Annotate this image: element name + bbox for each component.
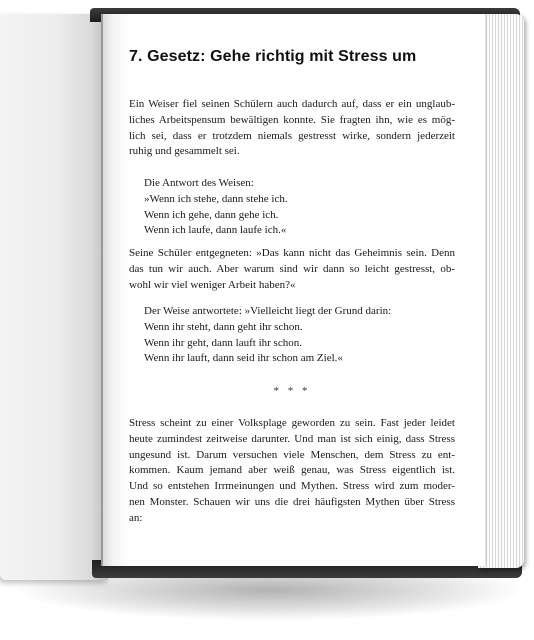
quote-line: Wenn ihr lauft, dann seid ihr schon am Ziel.«	[144, 352, 343, 365]
section-separator: * * *	[273, 385, 311, 397]
left-page-curl	[0, 14, 108, 580]
quote-block-wise-answer	[129, 304, 391, 367]
quote-line: Die Antwort des Weisen:	[144, 177, 254, 189]
text-line: kommen. Kaum jemand aber weiß genau, was Stress eigentlich ist.	[129, 464, 455, 477]
text-line: Ein Weiser fiel seinen Schülern auch dadurch auf, dass er ein unglaub-	[129, 98, 455, 110]
quote-line: Wenn ihr steht, dann geht ihr schon.	[144, 320, 303, 333]
text-line: das tun wir auch. Aber warum sind wir dann so leicht gestresst, ob-	[129, 262, 455, 275]
quote-line: Wenn ich laufe, dann laufe ich.«	[144, 224, 287, 237]
text-line: Seine Schüler entgegneten: »Das kann nicht das Geheimnis sein. Denn	[129, 247, 455, 259]
quote-line: Der Weise antwortete: »Vielleicht liegt der Grund darin:	[144, 305, 392, 317]
text-line: liches Arbeitspensum bewältigen konnte. Sie fragten ihn, wie es mög-	[129, 113, 455, 126]
quote-line: »Wenn ich stehe, dann stehe ich.	[144, 192, 288, 205]
text-line: ruhig und gesammelt sei.	[129, 145, 240, 158]
text-line: ungesund ist. Darum versuchen viele Menschen, dem Stress zu ent-	[129, 448, 455, 461]
text-line: Und so entstehen Irrmeinungen und Mythen. Stress wird zum moder-	[129, 480, 455, 493]
quote-line: Wenn ich gehe, dann gehe ich.	[144, 208, 279, 221]
text-line: wohl wir viel weniger Arbeit haben?«	[129, 278, 296, 291]
paragraph-stress-intro	[129, 416, 455, 527]
paragraph-students-reply	[129, 246, 455, 293]
text-line: lich sei, dass er trotzdem niemals gestresst wirke, sondern jederzeit	[129, 129, 455, 142]
text-line: heute zumindest zeitweise darunter. Und man ist sich einig, dass Stress	[129, 432, 455, 445]
text-line: an:	[129, 511, 143, 524]
book-gutter	[101, 14, 103, 566]
chapter-title: 7. Gesetz: Gehe richtig mit Stress um	[129, 48, 417, 65]
quote-line: Wenn ihr geht, dann lauft ihr schon.	[144, 336, 302, 349]
text-line: Stress scheint zu einer Volksplage geworden zu sein. Fast jeder leidet	[129, 417, 455, 429]
text-line: nen Monster. Schauen wir uns die drei häufigsten Mythen über Stress	[129, 495, 455, 508]
quote-block-answer	[129, 176, 288, 239]
paragraph-intro	[129, 97, 455, 160]
